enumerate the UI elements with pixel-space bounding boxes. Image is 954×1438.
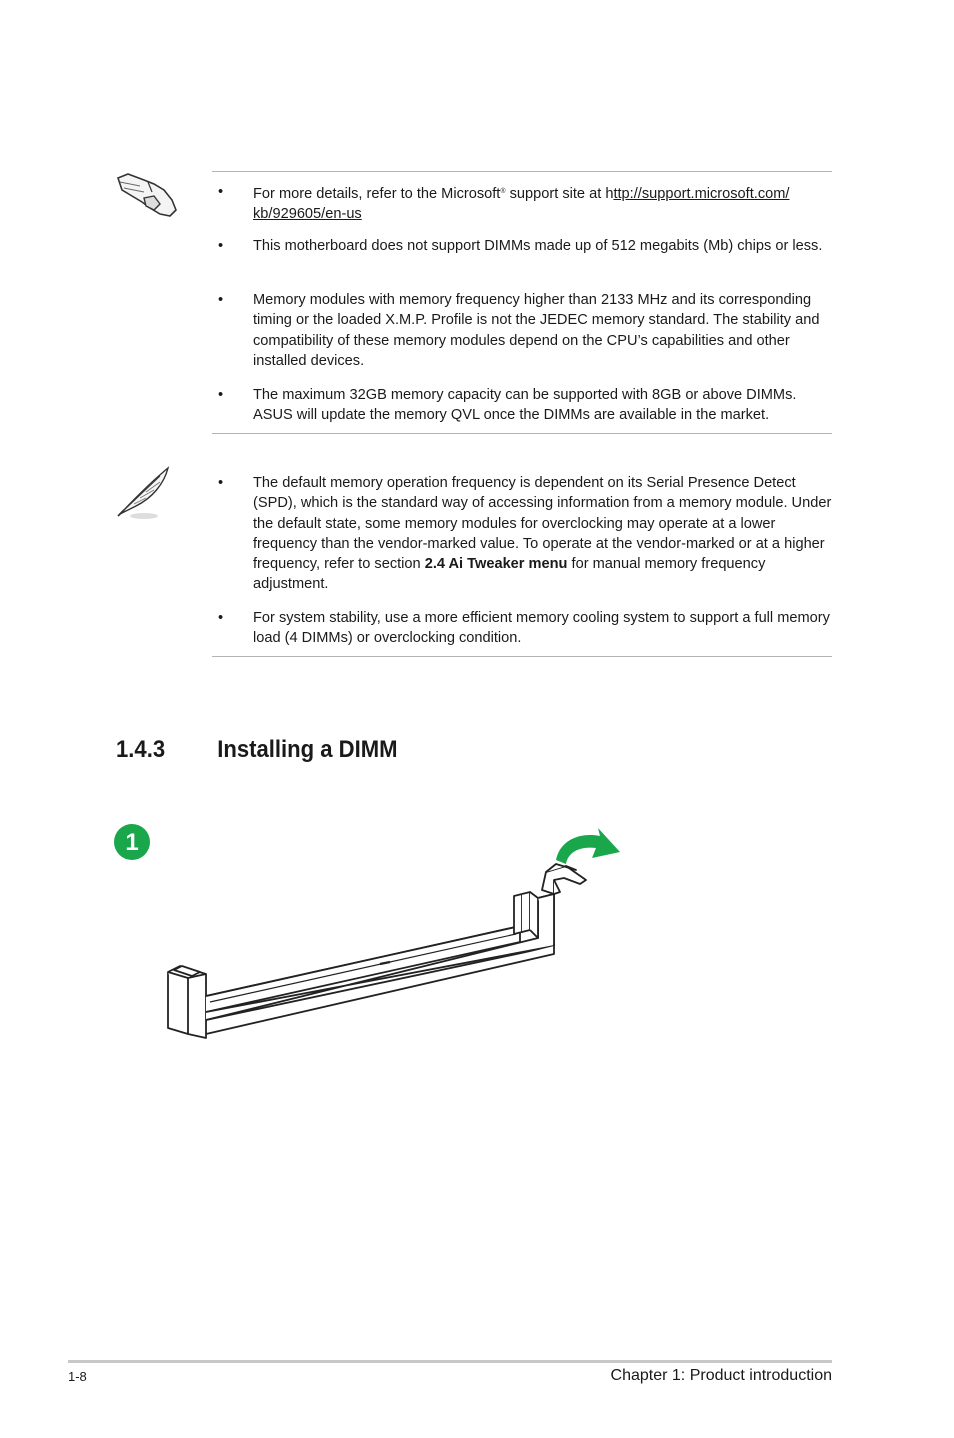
section-title: Installing a DIMM [217, 736, 398, 763]
caution-note-3: • Memory modules with memory frequency higher than 2133 MHz and its corresponding timing or the loaded X.M.P. Profile is not the JEDEC memory standard. The stability and compatibility of these memory modules depend on the CPU’s capabilities and other installed devices. [218, 292, 820, 369]
tip-note-1: • The default memory operation frequency is dependent on its Serial Presence Detect (SPD), which is the standard way of accessing information from a memory module. Under the default state, some memory modules for overclocking may operate at a lower frequency than the vendor-marked value. To operate at the vendor-marked or at a higher frequency, refer to section 2.4 Ai Tweaker menu for manual memory frequency adjustment. [218, 475, 832, 593]
dimm-slot [168, 864, 586, 1038]
section-heading [116, 736, 398, 764]
caution-bottom-rule [212, 433, 832, 434]
step-badge [114, 824, 150, 860]
hand-caution-icon [114, 170, 178, 220]
caution-note-1: • For more details, refer to the Microsoft® support site at http://support.microsoft.com/ kb/929605/en-us [218, 184, 790, 223]
step-number: 1 [125, 829, 139, 856]
tip-note-2: • For system stability, use a more efficient memory cooling system to support a full memory load (4 DIMMs) or overclocking condition. [218, 610, 830, 647]
section-number: 1.4.3 [116, 736, 166, 763]
caution-note-2: • This motherboard does not support DIMMs made up of 512 megabits (Mb) chips or less. [218, 238, 823, 254]
chapter-title: Chapter 1: Product introduction [610, 1367, 832, 1384]
microsoft-support-link[interactable]: ttp://support.microsoft.com/ [613, 186, 790, 202]
open-clip-arrow-icon [556, 828, 620, 864]
page-number: 1-8 [68, 1369, 87, 1384]
tip-bottom-rule [212, 656, 832, 657]
footer-rule [68, 1360, 832, 1363]
microsoft-support-link-cont[interactable]: kb/929605/en-us [253, 206, 362, 223]
caution-top-rule [212, 171, 832, 172]
dimm-install-diagram [110, 820, 630, 1050]
feather-pen-icon [114, 464, 174, 522]
caution-note-4: • The maximum 32GB memory capacity can be supported with 8GB or above DIMMs. ASUS will update the memory QVL once the DIMMs are available in the market. [218, 387, 797, 424]
